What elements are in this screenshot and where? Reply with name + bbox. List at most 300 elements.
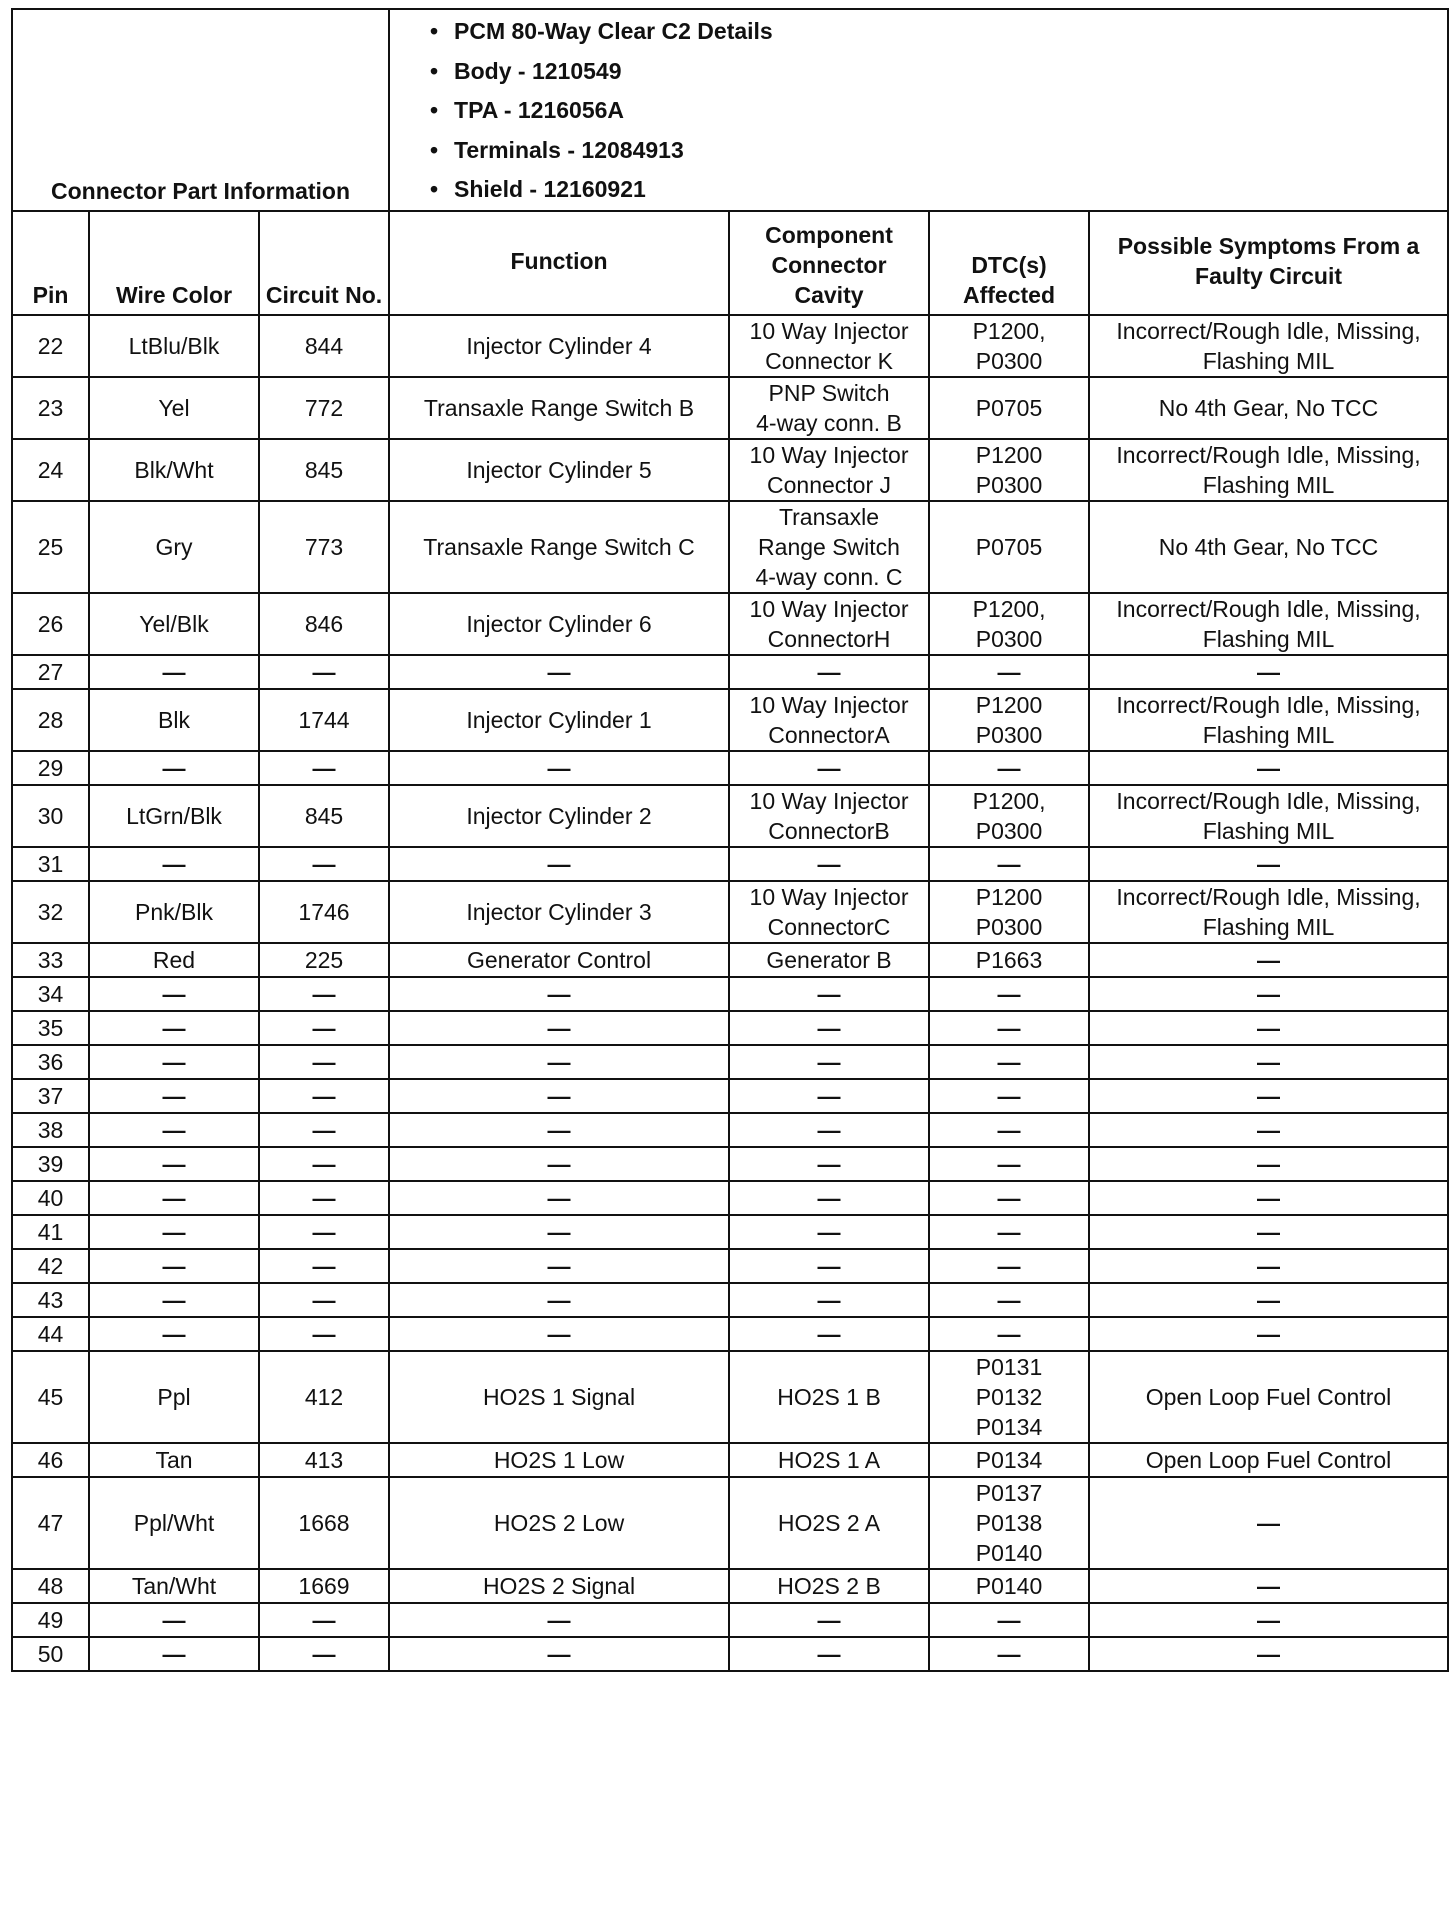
cell-circuit: 1746 [259, 881, 389, 943]
cell-wire-color: — [89, 1113, 259, 1147]
header-wire-color: Wire Color [89, 211, 259, 315]
cell-pin: 25 [12, 501, 89, 593]
cell-pin: 42 [12, 1249, 89, 1283]
cell-wire-color: — [89, 1215, 259, 1249]
cell-circuit: — [259, 1181, 389, 1215]
detail-item: • PCM 80-Way Clear C2 Details [430, 12, 1447, 52]
cell-symptoms-line: — [1257, 946, 1281, 973]
cell-wire-color: — [89, 1317, 259, 1351]
cell-dtc-line: — [997, 1082, 1021, 1109]
cell-dtc [929, 1215, 1089, 1249]
cell-dtc [929, 1569, 1089, 1603]
cell-wire-color: — [89, 1045, 259, 1079]
cell-function: — [389, 847, 729, 881]
cell-function: — [389, 1317, 729, 1351]
cell-wire-color: — [89, 1603, 259, 1637]
cell-cavity-line: — [817, 754, 841, 781]
cell-wire-color: — [89, 655, 259, 689]
cell-circuit: 1744 [259, 689, 389, 751]
cell-dtc-line: P0300 [975, 347, 1043, 374]
cell-symptoms-line: Incorrect/Rough Idle, Missing, [1116, 787, 1421, 814]
table-row [12, 977, 1448, 1011]
cell-symptoms-line: — [1257, 980, 1281, 1007]
cell-cavity [729, 1569, 929, 1603]
cell-function: Transaxle Range Switch C [389, 501, 729, 593]
cell-dtc-line: P0300 [975, 471, 1043, 498]
cell-symptoms [1089, 1443, 1448, 1477]
cell-symptoms [1089, 785, 1448, 847]
cell-dtc-line: — [997, 1150, 1021, 1177]
cell-symptoms [1089, 1215, 1448, 1249]
cell-circuit: — [259, 1603, 389, 1637]
cell-dtc [929, 689, 1089, 751]
cell-symptoms [1089, 1603, 1448, 1637]
cell-circuit: — [259, 847, 389, 881]
cell-cavity-line: HO2S 1 B [777, 1383, 881, 1410]
cell-cavity-line: ConnectorC [767, 913, 891, 940]
cell-symptoms [1089, 1011, 1448, 1045]
cell-wire-color: — [89, 1011, 259, 1045]
cell-cavity [729, 655, 929, 689]
cell-wire-color: — [89, 1249, 259, 1283]
cell-dtc [929, 315, 1089, 377]
cell-cavity-line: — [817, 1286, 841, 1313]
cell-cavity [729, 1011, 929, 1045]
cell-cavity [729, 439, 929, 501]
cell-cavity-line: HO2S 1 A [777, 1446, 881, 1473]
cell-symptoms-line: Flashing MIL [1202, 347, 1335, 374]
cell-circuit: — [259, 1045, 389, 1079]
cell-symptoms [1089, 593, 1448, 655]
cell-dtc [929, 501, 1089, 593]
cell-pin: 40 [12, 1181, 89, 1215]
cell-dtc-line: P0300 [975, 625, 1043, 652]
cell-function: — [389, 1283, 729, 1317]
cell-cavity [729, 501, 929, 593]
cell-symptoms [1089, 1637, 1448, 1671]
cell-symptoms [1089, 1569, 1448, 1603]
cell-function: — [389, 1113, 729, 1147]
cell-pin: 30 [12, 785, 89, 847]
cell-cavity [729, 943, 929, 977]
cell-function: — [389, 1181, 729, 1215]
cell-cavity-line: — [817, 658, 841, 685]
cell-function: Injector Cylinder 5 [389, 439, 729, 501]
table-row [12, 1249, 1448, 1283]
cell-dtc-line: — [997, 1286, 1021, 1313]
table-row [12, 1443, 1448, 1477]
cell-circuit: 845 [259, 439, 389, 501]
cell-symptoms-line: Flashing MIL [1202, 817, 1335, 844]
cell-pin: 26 [12, 593, 89, 655]
cell-dtc-line: — [997, 1014, 1021, 1041]
cell-dtc-line: P1200 [975, 883, 1043, 910]
connector-info-label: Connector Part Information [12, 9, 389, 211]
cell-dtc-line: P1200 [975, 691, 1043, 718]
cell-dtc [929, 1011, 1089, 1045]
cell-cavity [729, 1317, 929, 1351]
cell-cavity-line: HO2S 2 B [777, 1572, 881, 1599]
cell-dtc [929, 977, 1089, 1011]
cell-symptoms-line: — [1257, 1509, 1281, 1536]
cell-cavity-line: HO2S 2 A [777, 1509, 881, 1536]
cell-cavity [729, 1477, 929, 1569]
cell-symptoms-line: — [1257, 1082, 1281, 1109]
cell-cavity [729, 1351, 929, 1443]
cell-symptoms [1089, 977, 1448, 1011]
table-row [12, 501, 1448, 593]
cell-cavity [729, 1181, 929, 1215]
cell-wire-color: Gry [89, 501, 259, 593]
cell-cavity [729, 1283, 929, 1317]
cell-cavity-line: 10 Way Injector [749, 595, 909, 622]
cell-symptoms-line: Incorrect/Rough Idle, Missing, [1116, 595, 1421, 622]
cell-circuit: 412 [259, 1351, 389, 1443]
cell-function: — [389, 1147, 729, 1181]
cell-wire-color: — [89, 1637, 259, 1671]
cell-circuit: 844 [259, 315, 389, 377]
cell-function: — [389, 1637, 729, 1671]
connector-info-row [12, 9, 1448, 211]
table-row [12, 943, 1448, 977]
cell-symptoms [1089, 501, 1448, 593]
table-row [12, 377, 1448, 439]
cell-cavity-line: 10 Way Injector [749, 317, 909, 344]
table-row [12, 1283, 1448, 1317]
cell-function: Generator Control [389, 943, 729, 977]
cell-wire-color: Tan/Wht [89, 1569, 259, 1603]
cell-cavity-line: — [817, 1606, 841, 1633]
cell-cavity-line: — [817, 1184, 841, 1211]
cell-dtc [929, 1113, 1089, 1147]
cell-dtc-line: — [997, 1640, 1021, 1667]
cell-symptoms-line: — [1257, 1640, 1281, 1667]
cell-cavity-line: Connector K [765, 347, 893, 374]
cell-function: HO2S 2 Low [389, 1477, 729, 1569]
cell-pin: 49 [12, 1603, 89, 1637]
cell-dtc-line: — [997, 1320, 1021, 1347]
table-row [12, 1113, 1448, 1147]
cell-pin: 39 [12, 1147, 89, 1181]
detail-item: • TPA - 1216056A [430, 91, 1447, 131]
table-row [12, 1603, 1448, 1637]
cell-dtc-line: P1200 [975, 441, 1043, 468]
cell-dtc [929, 1181, 1089, 1215]
cell-pin: 33 [12, 943, 89, 977]
cell-symptoms-line: — [1257, 658, 1281, 685]
cell-cavity-line: ConnectorB [768, 817, 890, 844]
cell-dtc-line: — [997, 658, 1021, 685]
table-row [12, 1569, 1448, 1603]
cell-dtc-line: P0138 [975, 1509, 1043, 1536]
cell-dtc-line: — [997, 980, 1021, 1007]
table-row [12, 1351, 1448, 1443]
cell-dtc [929, 1079, 1089, 1113]
cell-dtc-line: P0131 [975, 1353, 1043, 1380]
cell-dtc-line: P0137 [975, 1479, 1043, 1506]
cell-cavity [729, 751, 929, 785]
cell-cavity-line: — [817, 850, 841, 877]
cell-symptoms [1089, 655, 1448, 689]
cell-symptoms-line: Flashing MIL [1202, 471, 1335, 498]
cell-circuit: — [259, 1079, 389, 1113]
cell-circuit: 772 [259, 377, 389, 439]
cell-cavity [729, 1215, 929, 1249]
cell-cavity-line: 10 Way Injector [749, 883, 909, 910]
cell-cavity [729, 315, 929, 377]
cell-cavity-line: Generator B [766, 946, 892, 973]
cell-symptoms-line: Flashing MIL [1202, 913, 1335, 940]
table-row [12, 1147, 1448, 1181]
cell-function: Injector Cylinder 6 [389, 593, 729, 655]
cell-dtc [929, 881, 1089, 943]
cell-dtc [929, 655, 1089, 689]
cell-cavity-line: — [817, 1048, 841, 1075]
cell-wire-color: Yel/Blk [89, 593, 259, 655]
cell-cavity-line: — [817, 1320, 841, 1347]
cell-symptoms [1089, 1147, 1448, 1181]
cell-symptoms-line: — [1257, 1116, 1281, 1143]
cell-dtc-line: P1200, [972, 317, 1046, 344]
cell-dtc-line: P1663 [975, 946, 1043, 973]
cell-pin: 28 [12, 689, 89, 751]
cell-function: — [389, 1249, 729, 1283]
cell-dtc [929, 751, 1089, 785]
table-row [12, 1045, 1448, 1079]
cell-symptoms-line: Incorrect/Rough Idle, Missing, [1116, 441, 1421, 468]
cell-symptoms [1089, 315, 1448, 377]
cell-symptoms-line: — [1257, 1606, 1281, 1633]
cell-function: Injector Cylinder 4 [389, 315, 729, 377]
cell-symptoms-line: Flashing MIL [1202, 721, 1335, 748]
cell-pin: 32 [12, 881, 89, 943]
cell-pin: 50 [12, 1637, 89, 1671]
cell-symptoms-line: — [1257, 754, 1281, 781]
cell-circuit: 773 [259, 501, 389, 593]
cell-pin: 24 [12, 439, 89, 501]
cell-function: HO2S 1 Signal [389, 1351, 729, 1443]
cell-symptoms [1089, 1045, 1448, 1079]
cell-wire-color: — [89, 1079, 259, 1113]
cell-cavity-line: Transaxle [778, 503, 880, 530]
cell-symptoms-line: — [1257, 850, 1281, 877]
table-row [12, 593, 1448, 655]
table-row [12, 847, 1448, 881]
cell-function: Injector Cylinder 2 [389, 785, 729, 847]
cell-symptoms [1089, 377, 1448, 439]
cell-symptoms-line: — [1257, 1014, 1281, 1041]
cell-wire-color: — [89, 1283, 259, 1317]
cell-symptoms-line: Incorrect/Rough Idle, Missing, [1116, 317, 1421, 344]
cell-dtc-line: — [997, 754, 1021, 781]
cell-cavity-line: ConnectorA [768, 721, 890, 748]
cell-pin: 22 [12, 315, 89, 377]
cell-cavity-line: — [817, 1218, 841, 1245]
cell-symptoms [1089, 751, 1448, 785]
cell-function: Injector Cylinder 3 [389, 881, 729, 943]
cell-dtc-line: P0300 [975, 817, 1043, 844]
cell-dtc [929, 1477, 1089, 1569]
cell-dtc [929, 377, 1089, 439]
cell-wire-color: Blk [89, 689, 259, 751]
table-row [12, 1181, 1448, 1215]
cell-circuit: — [259, 1283, 389, 1317]
cell-circuit: — [259, 655, 389, 689]
cell-function: — [389, 977, 729, 1011]
cell-symptoms-line: Incorrect/Rough Idle, Missing, [1116, 691, 1421, 718]
cell-cavity-line: 4-way conn. B [756, 409, 902, 436]
cell-symptoms [1089, 943, 1448, 977]
table-row [12, 751, 1448, 785]
cell-symptoms-line: No 4th Gear, No TCC [1158, 394, 1379, 421]
header-symptoms: Possible Symptoms From a Faulty Circuit [1089, 211, 1448, 315]
cell-dtc [929, 1351, 1089, 1443]
cell-circuit: — [259, 1011, 389, 1045]
cell-cavity [729, 689, 929, 751]
cell-dtc-line: P0132 [975, 1383, 1043, 1410]
cell-circuit: 413 [259, 1443, 389, 1477]
cell-dtc [929, 1443, 1089, 1477]
cell-symptoms-line: — [1257, 1048, 1281, 1075]
cell-wire-color: — [89, 1147, 259, 1181]
table-body [12, 315, 1448, 1671]
cell-dtc [929, 439, 1089, 501]
cell-symptoms [1089, 847, 1448, 881]
cell-cavity [729, 593, 929, 655]
cell-dtc-line: — [997, 1606, 1021, 1633]
cell-circuit: — [259, 1637, 389, 1671]
cell-dtc-line: P1200, [972, 595, 1046, 622]
cell-pin: 31 [12, 847, 89, 881]
cell-symptoms [1089, 1079, 1448, 1113]
cell-cavity-line: — [817, 1252, 841, 1279]
cell-cavity-line: — [817, 1640, 841, 1667]
cell-pin: 29 [12, 751, 89, 785]
cell-pin: 47 [12, 1477, 89, 1569]
table-row [12, 1011, 1448, 1045]
cell-circuit: 845 [259, 785, 389, 847]
cell-function: HO2S 2 Signal [389, 1569, 729, 1603]
cell-cavity [729, 1637, 929, 1671]
cell-dtc-line: P1200, [972, 787, 1046, 814]
cell-cavity [729, 1113, 929, 1147]
header-function: Function [389, 211, 729, 315]
cell-dtc [929, 1283, 1089, 1317]
cell-cavity-line: — [817, 980, 841, 1007]
cell-pin: 38 [12, 1113, 89, 1147]
cell-dtc [929, 1147, 1089, 1181]
cell-wire-color: LtGrn/Blk [89, 785, 259, 847]
cell-dtc-line: — [997, 1218, 1021, 1245]
cell-wire-color: Pnk/Blk [89, 881, 259, 943]
connector-info-details [389, 9, 1448, 211]
cell-function: HO2S 1 Low [389, 1443, 729, 1477]
cell-circuit: — [259, 1215, 389, 1249]
table-row [12, 1637, 1448, 1671]
cell-wire-color: LtBlu/Blk [89, 315, 259, 377]
cell-cavity-line: ConnectorH [767, 625, 891, 652]
cell-cavity-line: 10 Way Injector [749, 787, 909, 814]
cell-symptoms [1089, 881, 1448, 943]
cell-symptoms [1089, 439, 1448, 501]
cell-symptoms-line: Open Loop Fuel Control [1145, 1383, 1392, 1410]
connector-table [11, 8, 1449, 1672]
cell-symptoms-line: — [1257, 1320, 1281, 1347]
cell-cavity-line: 4-way conn. C [755, 563, 903, 590]
cell-symptoms-line: — [1257, 1184, 1281, 1211]
cell-pin: 27 [12, 655, 89, 689]
cell-pin: 48 [12, 1569, 89, 1603]
cell-dtc-line: — [997, 1048, 1021, 1075]
cell-dtc [929, 1317, 1089, 1351]
cell-wire-color: — [89, 751, 259, 785]
cell-function: Injector Cylinder 1 [389, 689, 729, 751]
cell-pin: 46 [12, 1443, 89, 1477]
cell-symptoms [1089, 1477, 1448, 1569]
cell-wire-color: — [89, 847, 259, 881]
cell-cavity-line: 10 Way Injector [749, 691, 909, 718]
cell-symptoms-line: — [1257, 1218, 1281, 1245]
cell-pin: 36 [12, 1045, 89, 1079]
cell-pin: 45 [12, 1351, 89, 1443]
cell-cavity [729, 785, 929, 847]
cell-dtc-line: — [997, 1252, 1021, 1279]
header-pin: Pin [12, 211, 89, 315]
cell-symptoms [1089, 1317, 1448, 1351]
table-row [12, 785, 1448, 847]
cell-dtc [929, 847, 1089, 881]
cell-cavity [729, 377, 929, 439]
cell-symptoms [1089, 1351, 1448, 1443]
cell-circuit: — [259, 1249, 389, 1283]
cell-symptoms-line: — [1257, 1252, 1281, 1279]
cell-circuit: — [259, 1113, 389, 1147]
cell-symptoms-line: Incorrect/Rough Idle, Missing, [1116, 883, 1421, 910]
cell-circuit: — [259, 1317, 389, 1351]
cell-pin: 34 [12, 977, 89, 1011]
header-circuit: Circuit No. [259, 211, 389, 315]
table-row [12, 1079, 1448, 1113]
cell-symptoms-line: — [1257, 1286, 1281, 1313]
cell-cavity [729, 1079, 929, 1113]
cell-dtc [929, 943, 1089, 977]
cell-dtc-line: P0140 [975, 1572, 1043, 1599]
column-header-row [12, 211, 1448, 315]
cell-symptoms-line: Open Loop Fuel Control [1145, 1446, 1392, 1473]
detail-item: • Shield - 12160921 [430, 170, 1447, 210]
table-row [12, 1317, 1448, 1351]
cell-cavity [729, 1147, 929, 1181]
cell-function: — [389, 1215, 729, 1249]
cell-pin: 35 [12, 1011, 89, 1045]
cell-cavity [729, 1603, 929, 1637]
cell-function: — [389, 1011, 729, 1045]
cell-function: — [389, 751, 729, 785]
cell-circuit: — [259, 977, 389, 1011]
cell-wire-color: Red [89, 943, 259, 977]
detail-item: • Body - 1210549 [430, 52, 1447, 92]
cell-cavity-line: Range Switch [758, 533, 900, 560]
cell-pin: 44 [12, 1317, 89, 1351]
cell-dtc-line: P0300 [975, 721, 1043, 748]
cell-dtc-line: P0134 [975, 1413, 1043, 1440]
cell-symptoms [1089, 1181, 1448, 1215]
cell-cavity-line: 10 Way Injector [749, 441, 909, 468]
cell-circuit: — [259, 751, 389, 785]
cell-symptoms [1089, 1249, 1448, 1283]
cell-pin: 43 [12, 1283, 89, 1317]
cell-cavity [729, 1045, 929, 1079]
